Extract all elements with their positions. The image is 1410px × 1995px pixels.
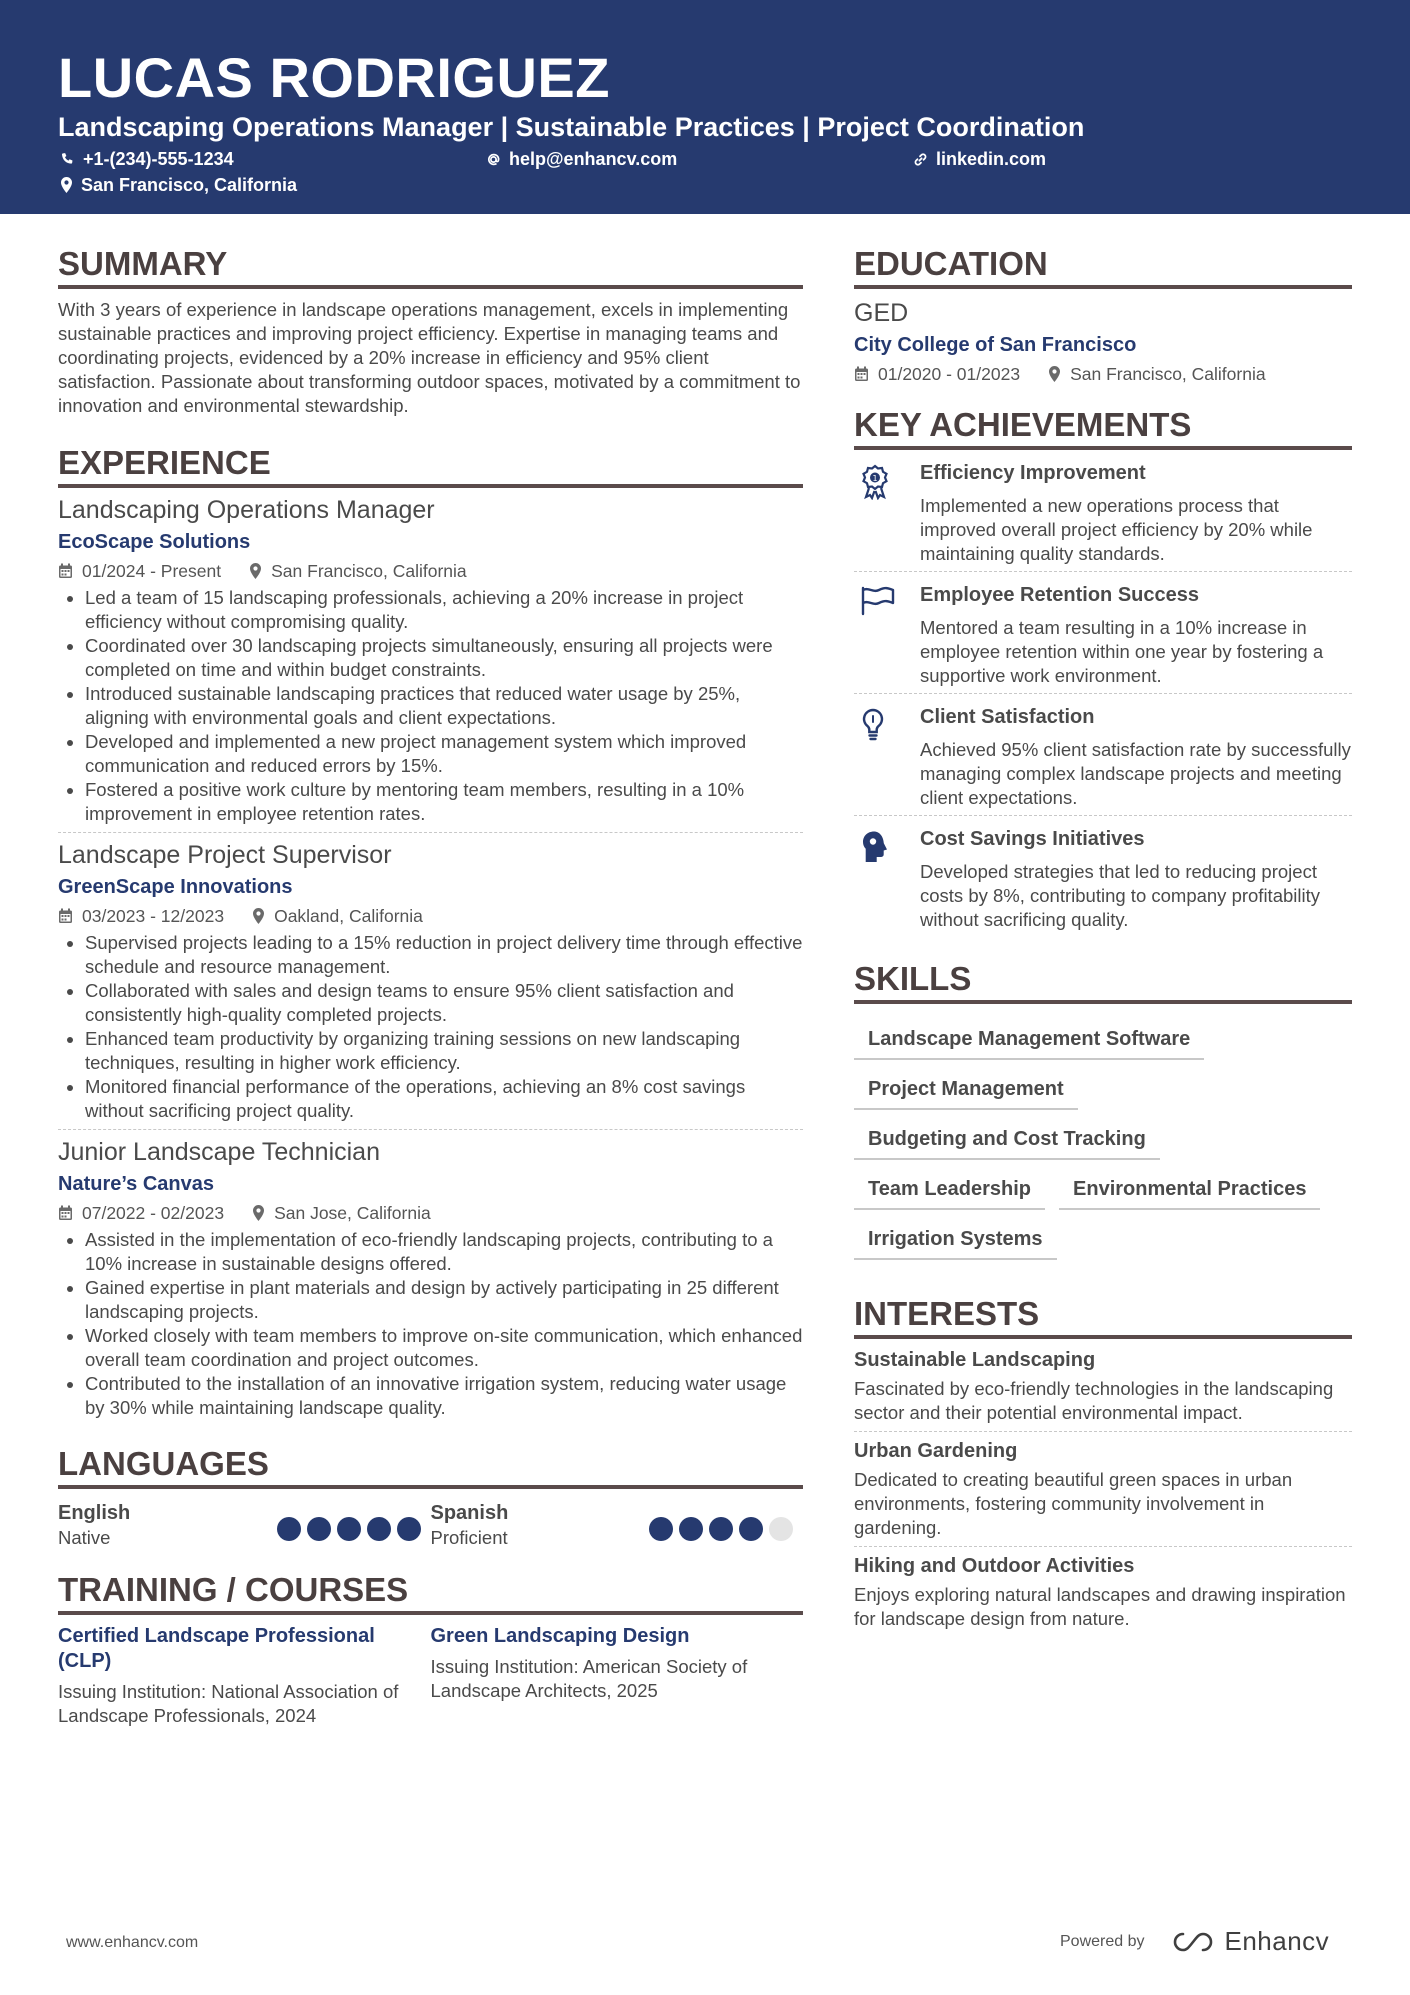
- course-title: Green Landscaping Design: [430, 1625, 690, 1647]
- divider: [854, 1546, 1352, 1547]
- skills-section: [854, 959, 1352, 1260]
- interest-item: [854, 1553, 1352, 1631]
- achievement-title: Efficiency Improvement: [920, 462, 1146, 484]
- achievements-heading: KEY ACHIEVEMENTS: [854, 405, 1352, 450]
- language-level: Native: [58, 1527, 111, 1548]
- course-desc: Issuing Institution: American Society of Landscape Architects, 2025: [430, 1656, 748, 1701]
- achievement-item: [854, 450, 1352, 572]
- svg-text:1: 1: [872, 474, 878, 483]
- languages-heading: LANGUAGES: [58, 1444, 803, 1489]
- phone-icon: [60, 152, 75, 167]
- language-rating: [643, 1508, 793, 1550]
- calendar-icon: [58, 1205, 73, 1221]
- interests-heading: INTERESTS: [854, 1294, 1352, 1339]
- achievement-desc: Implemented a new operations process that improved overall project efficiency by 20% while maintaining quality standards.: [920, 495, 1313, 564]
- interest-title: Sustainable Landscaping: [854, 1349, 1096, 1371]
- bullet-item: • Collaborated with sales and design teams to ensure 95% client satisfaction and consistently high-quality completed projects.: [85, 979, 803, 1027]
- job-title: Landscaping Operations Manager: [58, 496, 435, 524]
- education-location: San Francisco, California: [1070, 364, 1266, 384]
- footer-branding: [1060, 1926, 1329, 1957]
- languages-section: [58, 1444, 803, 1550]
- enhancv-logo-icon: [1171, 1930, 1217, 1954]
- company-name: EcoScape Solutions: [58, 531, 251, 553]
- language-item: [58, 1500, 431, 1550]
- contact-location: [60, 174, 297, 196]
- headline: Landscaping Operations Manager | Sustainable Practices | Project Coordination: [58, 112, 1085, 142]
- rating-dot-filled: [367, 1517, 391, 1541]
- job-entry: [58, 494, 803, 826]
- job-dates: 01/2024 - Present: [82, 561, 222, 581]
- skill-tag: Landscape Management Software: [854, 1016, 1204, 1060]
- bullet-item: • Fostered a positive work culture by mentoring team members, resulting in a 10% improvement in employee retention rates.: [85, 778, 803, 826]
- interest-item: [854, 1347, 1352, 1425]
- rating-dot-filled: [649, 1517, 673, 1541]
- interest-desc: Dedicated to creating beautiful green spaces in urban environments, fostering community involvement in gardening.: [854, 1469, 1293, 1538]
- skill-tag: Irrigation Systems: [854, 1216, 1057, 1260]
- company-name: Nature’s Canvas: [58, 1173, 214, 1195]
- experience-section: [58, 443, 803, 1420]
- interests-section: [854, 1294, 1352, 1631]
- powered-by-label: Powered by: [1060, 1932, 1145, 1950]
- job-bullets: [58, 586, 803, 826]
- job-bullets: [58, 931, 803, 1123]
- location-pin-icon: [249, 563, 262, 579]
- course-item: [431, 1624, 804, 1728]
- bullet-item: • Contributed to the installation of an innovative irrigation system, reducing water usage by 30% while maintaining landscape quality.: [85, 1372, 803, 1420]
- language-level: Proficient: [430, 1527, 508, 1548]
- course-desc: Issuing Institution: National Association of Landscape Professionals, 2024: [58, 1681, 399, 1726]
- interest-title: Urban Gardening: [854, 1440, 1018, 1462]
- achievement-title: Client Satisfaction: [920, 706, 1095, 728]
- contact-phone[interactable]: [60, 148, 234, 170]
- interest-desc: Fascinated by eco-friendly technologies in the landscaping sector and their potential environmental impact.: [854, 1378, 1334, 1423]
- skill-tag: Team Leadership: [854, 1166, 1045, 1210]
- bullet-item: • Introduced sustainable landscaping practices that reduced water usage by 25%, aligning with environmental goals and client expectations.: [85, 682, 803, 730]
- divider: [58, 832, 803, 833]
- skill-tag: Project Management: [854, 1066, 1078, 1110]
- rating-dot-filled: [277, 1517, 301, 1541]
- degree: GED: [854, 299, 909, 327]
- phone-text: +1-(234)-555-1234: [83, 149, 234, 169]
- calendar-icon: [58, 908, 73, 924]
- skills-heading: SKILLS: [854, 959, 1352, 1004]
- achievement-item: [854, 694, 1352, 816]
- calendar-icon: [854, 366, 869, 382]
- location-pin-icon: [60, 177, 73, 193]
- skill-tag: Environmental Practices: [1059, 1166, 1320, 1210]
- rating-dot-filled: [307, 1517, 331, 1541]
- skills-list: [854, 1010, 1352, 1260]
- skill-tag: Budgeting and Cost Tracking: [854, 1116, 1160, 1160]
- language-name: Spanish: [430, 1502, 509, 1524]
- bullet-item: • Worked closely with team members to improve on-site communication, which enhanced overall team coordination and project outcomes.: [85, 1324, 803, 1372]
- flag-icon: [860, 586, 896, 616]
- rating-dot-filled: [709, 1517, 733, 1541]
- achievements-section: [854, 405, 1352, 937]
- divider: [854, 1431, 1352, 1432]
- achievement-desc: Developed strategies that led to reducing project costs by 8%, contributing to company profitability without sacrificing quality.: [920, 861, 1320, 930]
- head-icon: [860, 830, 890, 864]
- left-column: [58, 244, 803, 1728]
- email-text: help@enhancv.com: [509, 149, 678, 169]
- job-bullets: [58, 1228, 803, 1420]
- achievement-desc: Mentored a team resulting in a 10% increase in employee retention within one year by fostering a supportive work environment.: [920, 617, 1324, 686]
- job-meta: [58, 905, 803, 927]
- header-banner: [0, 0, 1410, 214]
- at-icon: [486, 152, 501, 167]
- language-item: [431, 1500, 804, 1550]
- job-dates: 03/2023 - 12/2023: [82, 906, 225, 926]
- rating-dot-filled: [337, 1517, 361, 1541]
- education-dates: 01/2020 - 01/2023: [878, 364, 1021, 384]
- achievement-desc: Achieved 95% client satisfaction rate by successfully managing complex landscape projects and meeting client expectations.: [920, 739, 1351, 808]
- job-title: Junior Landscape Technician: [58, 1138, 380, 1166]
- education-meta: [854, 363, 1352, 385]
- interest-title: Hiking and Outdoor Activities: [854, 1555, 1135, 1577]
- calendar-icon: [58, 563, 73, 579]
- achievement-item: [854, 816, 1352, 937]
- courses-list: [58, 1624, 803, 1728]
- website-text: linkedin.com: [936, 149, 1047, 169]
- summary-section: [58, 244, 803, 418]
- summary-text: With 3 years of experience in landscape operations management, excels in implementing sustainable practices and improving project efficiency. Expertise in managing teams and coordinating projects, evidenced by a 20% increase in efficiency and 95% client satisfaction. Passionate about transforming outdoor spaces, motivated by a commitment to innovation and environmental stewardship.: [58, 299, 801, 416]
- bullet-item: • Gained expertise in plant materials and design by actively participating in 25 different landscaping projects.: [85, 1276, 803, 1324]
- job-location: Oakland, California: [274, 906, 423, 926]
- rating-dot-filled: [679, 1517, 703, 1541]
- bullet-item: • Enhanced team productivity by organizing training sessions on new landscaping techniques, resulting in higher work efficiency.: [85, 1027, 803, 1075]
- achievement-item: [854, 572, 1352, 694]
- achievement-title: Employee Retention Success: [920, 584, 1199, 606]
- candidate-name: LUCAS RODRIGUEZ: [58, 46, 610, 109]
- contact-website[interactable]: [913, 148, 1046, 170]
- education-heading: EDUCATION: [854, 244, 1352, 289]
- interest-desc: Enjoys exploring natural landscapes and drawing inspiration for landscape design from nature.: [854, 1584, 1346, 1629]
- location-pin-icon: [1048, 366, 1061, 382]
- bullet-item: • Monitored financial performance of the operations, achieving an 8% cost savings without sacrificing project quality.: [85, 1075, 803, 1123]
- rating-dot-filled: [397, 1517, 421, 1541]
- experience-heading: EXPERIENCE: [58, 443, 803, 488]
- job-dates: 07/2022 - 02/2023: [82, 1203, 225, 1223]
- rating-dot-filled: [739, 1517, 763, 1541]
- education-section: [854, 244, 1352, 385]
- location-pin-icon: [252, 908, 265, 924]
- contact-email[interactable]: [486, 148, 677, 170]
- course-title: Certified Landscape Professional (CLP): [58, 1625, 375, 1672]
- language-name: English: [58, 1502, 131, 1524]
- company-name: GreenScape Innovations: [58, 876, 293, 898]
- job-entry: [58, 839, 803, 1123]
- job-location: San Jose, California: [274, 1203, 431, 1223]
- interest-item: [854, 1438, 1352, 1540]
- training-section: [58, 1570, 803, 1728]
- bullet-item: • Assisted in the implementation of eco-friendly landscaping projects, contributing to a 10% increase in sustainable designs offered.: [85, 1228, 803, 1276]
- summary-heading: SUMMARY: [58, 244, 803, 289]
- languages-list: [58, 1500, 803, 1550]
- school-name: City College of San Francisco: [854, 334, 1137, 356]
- bullet-item: • Led a team of 15 landscaping professionals, achieving a 20% increase in project efficiency without compromising quality.: [85, 586, 803, 634]
- bullet-item: • Coordinated over 30 landscaping projects simultaneously, ensuring all projects were completed on time and within budget constraints.: [85, 634, 803, 682]
- job-meta: [58, 560, 803, 582]
- bullet-item: • Developed and implemented a new project management system which improved communication and reduced errors by 15%.: [85, 730, 803, 778]
- job-title: Landscape Project Supervisor: [58, 841, 392, 869]
- award-icon: [860, 464, 890, 500]
- achievement-title: Cost Savings Initiatives: [920, 828, 1145, 850]
- training-heading: TRAINING / COURSES: [58, 1570, 803, 1615]
- lightbulb-icon: [860, 708, 886, 742]
- rating-dot-empty: [769, 1517, 793, 1541]
- footer-website[interactable]: www.enhancv.com: [66, 1934, 199, 1951]
- course-item: [58, 1624, 431, 1728]
- brand-name: Enhancv: [1224, 1926, 1330, 1956]
- job-meta: [58, 1202, 803, 1224]
- job-entry: [58, 1136, 803, 1420]
- bullet-item: • Supervised projects leading to a 15% reduction in project delivery time through effective schedule and resource management.: [85, 931, 803, 979]
- link-icon: [913, 152, 928, 167]
- language-rating: [271, 1508, 421, 1550]
- job-location: San Francisco, California: [271, 561, 467, 581]
- location-pin-icon: [252, 1205, 265, 1221]
- location-text: San Francisco, California: [81, 175, 298, 195]
- right-column: [854, 244, 1352, 1631]
- divider: [58, 1129, 803, 1130]
